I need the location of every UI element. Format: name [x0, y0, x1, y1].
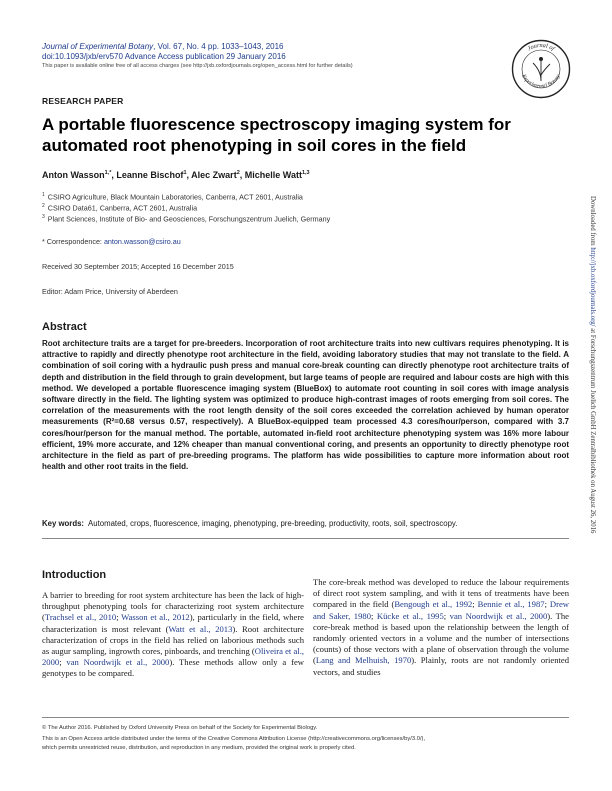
- license-line-cont: which permits unrestricted reuse, distribution, and reproduction in any medium, provided the original work is properly cited.: [42, 745, 356, 751]
- doi-line[interactable]: doi:10.1093/jxb/erv570 Advance Access publication 29 January 2016: [42, 52, 286, 61]
- author-affiliation-marker: 2: [236, 170, 240, 176]
- body-text: ;: [59, 657, 67, 668]
- journal-volume: , Vol. 67, No. 4 pp. 1033–1043, 2016: [153, 42, 284, 51]
- correspondence-label: * Correspondence:: [42, 237, 104, 246]
- correspondence-email-link[interactable]: anton.wasson@csiro.au: [103, 237, 181, 246]
- body-text: ;: [116, 612, 122, 623]
- keywords-label: Key words:: [42, 519, 85, 528]
- body-text: ). The core-break method is based upon the relationship between the length of randomly oriented vectors in a volume and the number of intersections (counts) of those vectors with a plane of observation through the volume (: [313, 610, 569, 666]
- citation-link[interactable]: Watt et al., 2013: [168, 623, 233, 634]
- citation-link[interactable]: Bengough et al., 1992: [394, 599, 473, 610]
- affiliation: [42, 191, 303, 201]
- license-line: This is an Open Access article distributed under the terms of the Creative Commons Attribution License (http://creativecommons.org/licenses/by/3.0/),: [42, 736, 426, 742]
- body-text: ). Root architecture characterization of crops in the field has relied on laborious methods such as augur sampling, ingrowth cores, pinboards, and trenching (: [42, 623, 304, 657]
- body-text: ;: [443, 610, 450, 621]
- svg-text:Journal of: Journal of: [526, 41, 556, 53]
- footer-divider: [42, 717, 569, 718]
- affiliation-text: CSIRO Data61, Canberra, ACT 2601, Australia: [47, 203, 198, 213]
- journal-citation: [42, 42, 284, 52]
- affiliation: [42, 213, 330, 223]
- body-text: ;: [472, 599, 478, 610]
- download-note-suffix: at Forschungszentrum Juelich GmbH Zentralbibliothek on August 26, 2016: [589, 326, 596, 534]
- citation-link[interactable]: Kücke et al., 1995: [376, 610, 444, 621]
- author-list: Anton Wasson$^{1,*}$, Leanne Bischof$^1$, Alec Zwart$^2$, Michelle Watt$^{1,3}$: [42, 170, 310, 180]
- citation-link[interactable]: Trachsel et al., 2010: [44, 612, 117, 623]
- article-title: A portable fluorescence spectroscopy imaging system for automated root phenotyping in soil cores in the field: [42, 115, 511, 155]
- received-accepted-dates: Received 30 September 2015; Accepted 16 December 2015: [42, 262, 234, 271]
- divider: [42, 538, 569, 539]
- open-access-note: This paper is available online free of all access charges (see http://jxb.oxfordjournals.org/open_access.html for further details): [42, 63, 353, 69]
- article-type: RESEARCH PAPER: [42, 96, 124, 106]
- citation-link[interactable]: Drew and Saker, 1980: [313, 599, 569, 621]
- author-name[interactable]: Alec Zwart: [191, 170, 237, 180]
- introduction-heading: Introduction: [42, 569, 107, 581]
- affiliation-text: Plant Sciences, Institute of Bio- and Geosciences, Forschungszentrum Juelich, Germany: [47, 214, 331, 224]
- author-affiliation-marker: 1: [183, 170, 187, 176]
- author-affiliation-marker: 1,*: [104, 170, 112, 176]
- body-text: The core-break method was developed to reduce the labour requirements of direct root system sampling, and with it tens of treatments have been compared in the field (: [313, 577, 569, 610]
- abstract-heading: Abstract: [42, 321, 87, 333]
- body-text: ). These methods allow only a few genotypes to be compared.: [42, 657, 304, 679]
- copyright-line: © The Author 2016. Published by Oxford University Press on behalf of the Society for Experimental Biology.: [42, 725, 318, 731]
- author-name[interactable]: Michelle Watt: [244, 170, 302, 180]
- affiliation-number: 3: [42, 214, 45, 220]
- citation-link[interactable]: Bennie et al., 1987: [477, 599, 545, 610]
- body-text: ). Plainly, roots are not randomly oriented vectors, and studies: [313, 655, 569, 677]
- introduction-right-column: [313, 577, 569, 678]
- download-note: [589, 196, 596, 533]
- introduction-left-column: [42, 590, 304, 680]
- citation-link[interactable]: van Noordwijk et al., 2000: [449, 610, 548, 621]
- body-text: A barrier to breeding for root system architecture has been the lack of high-throughput phenotyping tools for characterizing root system architecture (: [42, 590, 304, 623]
- author-name[interactable]: Anton Wasson: [42, 170, 105, 180]
- journal-logo: [511, 39, 571, 99]
- keywords-list: Automated, crops, fluorescence, imaging, phenotyping, pre-breeding, productivity, roots, soil, spectroscopy.: [88, 519, 458, 528]
- author-affiliation-marker: 1,3: [301, 170, 310, 176]
- citation-link[interactable]: Oliveira et al., 2000: [42, 646, 304, 668]
- body-text: ;: [371, 610, 377, 621]
- correspondence: [42, 237, 181, 246]
- abstract-text: Root architecture traits are a target for pre-breeders. Incorporation of root architecture traits into new cultivars requires phenotyping. It is attractive to rapidly and directly phenotype root architecture in the field, avoiding laboratory studies that may not translate to the field. A combination of soil coring with a hydraulic push press and manual core-break counting can directly phenotype root architecture traits of depth and distribution in the field through to grain development, but large teams of people are required and labour costs are high with this method. We developed a portable fluorescence imaging system (BlueBox) to automate root counting in soil cores with image analysis software directly in the field. The lighting system was optimized to produce high-contrast images of roots emerging from soil cores. The correlation of the measurements with the root length density of the soil cores exceeded the correlation achieved by human operator measurements (R²=0.68 versus 0.57, respectively). A BlueBox-equipped team processed 4.3 cores/hour/person, compared with 3.7 cores/hour/person for the manual method. The portable, automated in-field root architecture phenotyping system was 16% more labour efficient, 19% more accurate, and 12% cheaper than manual conventional coring, and presents an opportunity to directly phenotype root architecture in the field as part of pre-breeding programs. The platform has wide possibilities to capture more information about root health and other root traits in the field.: [42, 339, 569, 472]
- citation-link[interactable]: van Noordwijk et al., 2000: [66, 657, 170, 668]
- affiliation: [42, 202, 197, 212]
- body-text: ;: [544, 599, 550, 610]
- download-note-prefix: Downloaded from: [589, 196, 596, 248]
- keywords: [42, 519, 569, 528]
- journal-name: Journal of Experimental Botany: [42, 42, 154, 51]
- download-url-link[interactable]: http://jxb.oxfordjournals.org/: [589, 247, 596, 327]
- svg-text:Experimental Botany: Experimental Botany: [520, 73, 562, 90]
- body-text: ), particularly in the field, where characterization is most relevant (: [42, 612, 304, 634]
- journal-seal-icon: [511, 39, 571, 99]
- affiliation-text: CSIRO Agriculture, Black Mountain Laboratories, Canberra, ACT 2601, Australia: [47, 192, 303, 202]
- author-name[interactable]: Leanne Bischof: [116, 170, 184, 180]
- handling-editor: Editor: Adam Price, University of Aberdeen: [42, 287, 178, 296]
- citation-link[interactable]: Wasson et al., 2012: [121, 612, 190, 623]
- citation-link[interactable]: Lang and Melhuish, 1970: [315, 655, 412, 666]
- affiliation-number: 1: [42, 192, 45, 198]
- affiliation-number: 2: [42, 203, 45, 209]
